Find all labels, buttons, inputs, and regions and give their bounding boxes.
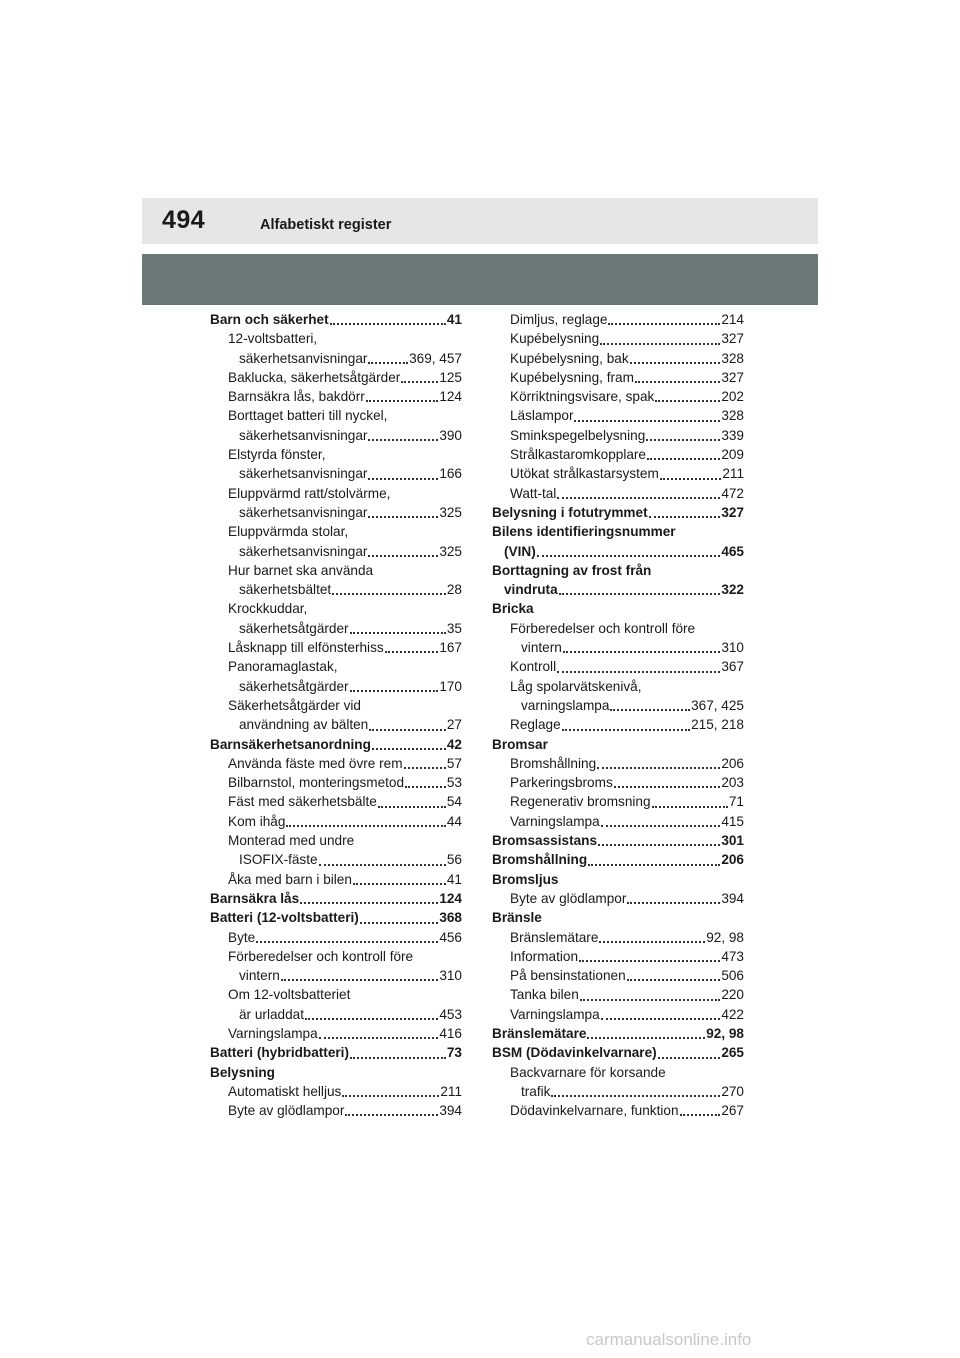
dot-leader [385,651,439,653]
index-term: Byte [228,929,256,945]
page-reference: 390 [439,427,462,443]
index-term: Kupébelysning, bak [510,350,629,366]
dot-leader [647,458,720,460]
page-reference: 73 [446,1045,462,1061]
index-entry [210,1082,462,1101]
index-subterm: Backvarnare för korsande [510,1064,666,1080]
dot-leader [353,883,446,885]
index-subterm: Låg spolarvätskenivå, [510,678,642,694]
dot-leader [610,709,690,711]
dot-leader [368,439,438,441]
index-term: säkerhetsanvisningar [239,350,368,366]
index-entry [210,464,462,483]
dot-leader [655,400,720,402]
index-subterm: Borttaget batteri till nyckel, [228,408,388,424]
dot-leader [600,343,720,345]
dot-leader [630,362,721,364]
index-entry [492,1024,744,1043]
dot-leader [588,864,720,866]
dot-leader [627,979,721,981]
index-term: Varningslampa [228,1025,318,1041]
page-reference: 211 [440,1083,462,1099]
index-subterm: Förberedelser och kontroll före [228,948,414,964]
index-entry [210,850,462,869]
index-term: Dimljus, reglage [510,312,608,327]
index-heading: Bromsar [492,736,548,752]
dot-leader [660,478,722,480]
dot-leader [350,690,439,692]
dot-leader [658,1057,721,1059]
index-term: säkerhetsanvisningar [239,504,368,520]
index-entry [492,387,744,406]
page-reference: 214 [721,312,744,327]
index-term: Körriktningsvisare, spak [510,389,655,405]
dot-leader [608,323,720,325]
index-term: säkerhetsåtgärder [239,620,349,636]
page-reference: 322 [721,582,744,598]
dot-leader [342,1095,439,1097]
index-entry [492,966,744,985]
page-reference: 325 [439,504,462,520]
dot-leader [598,844,720,846]
dot-leader [256,941,438,943]
index-entry [492,638,744,657]
index-term: är urladdat [239,1006,304,1022]
index-entry [210,1101,462,1120]
index-subterm: Förberedelser och kontroll före [510,620,696,636]
dot-leader [601,1018,721,1020]
page-reference: 394 [439,1103,462,1119]
index-term: Watt-tal [510,485,557,501]
page-reference: 473 [721,948,744,964]
page-reference: 339 [721,427,744,443]
index-term: Baklucka, säkerhetsåtgärder [228,369,401,385]
index-entry [492,426,744,445]
dot-leader [597,767,720,769]
index-entry [492,368,744,387]
index-entry [210,908,462,927]
index-entry [492,812,744,831]
page-reference: 456 [439,929,462,945]
page-reference: 422 [721,1006,744,1022]
index-entry [492,715,744,734]
index-entry [210,773,462,792]
index-term: varningslampa [521,697,610,713]
index-entry [210,889,462,908]
page-reference: 301 [721,833,744,849]
index-term: Varningslampa [510,1006,600,1022]
index-entry [492,542,744,561]
index-subterm: Hur barnet ska använda [228,562,374,578]
index-entry [210,426,462,445]
index-term: Regenerativ bromsning [510,794,651,810]
page-reference: 327 [721,369,744,385]
index-entry [492,889,744,908]
index-term: Bromsassistans [492,833,598,849]
index-term: Åka med barn i bilen [228,871,352,887]
index-entry [492,696,744,715]
page-reference: 56 [446,852,462,868]
dot-leader [562,729,690,731]
index-entry [210,619,462,638]
page-reference: 71 [728,794,744,810]
index-entry [492,1082,744,1101]
page-reference: 44 [446,813,462,829]
index-term: Automatiskt helljus [228,1083,342,1099]
dot-leader [587,1037,705,1039]
index-entry [210,638,462,657]
index-entry [492,484,744,503]
dot-leader [332,593,446,595]
dot-leader [404,767,446,769]
index-heading: Bricka [492,601,534,617]
index-term: säkerhetsanvisningar [239,466,368,482]
index-entry [210,580,462,599]
index-term: Kom ihåg [228,813,286,829]
dot-leader [537,555,721,557]
index-term: Bromshållning [492,852,588,868]
dot-leader [345,1114,438,1116]
index-term: Information [510,948,579,964]
page-reference: 42 [446,736,462,752]
page-reference: 209 [721,447,744,463]
page-reference: 368 [439,910,462,926]
index-term: BSM (Dödavinkelvarnare) [492,1045,657,1061]
page-reference: 54 [446,794,462,810]
index-subterm: Säkerhetsåtgärder vid [228,697,361,713]
dot-leader [574,420,720,422]
dot-leader [646,439,720,441]
index-term: Byte av glödlampor [510,890,627,906]
index-entry [210,387,462,406]
page-reference: 465 [721,543,744,559]
index-entry [210,966,462,985]
index-entry [492,580,744,599]
index-entry [492,657,744,676]
dot-leader [649,516,721,518]
index-term: trafik [521,1083,551,1099]
dot-leader [281,979,439,981]
page-reference: 92, 98 [706,1025,744,1041]
index-term: Kupébelysning [510,331,600,347]
index-term: Reglage [510,717,561,733]
page-reference: 415 [721,813,744,829]
index-entry [492,406,744,425]
index-subterm: Panoramaglastak, [228,659,338,675]
index-entry [492,928,744,947]
dot-leader [319,1037,439,1039]
dot-leader [599,941,705,943]
index-term: ISOFIX-fäste [239,852,318,868]
dot-leader [300,902,438,904]
index-entry [210,368,462,387]
page-reference: 265 [721,1045,744,1061]
page-reference: 394 [721,890,744,906]
dot-leader [305,1018,438,1020]
dot-leader [401,381,438,383]
index-term: Barn och säkerhet [210,312,329,327]
dot-leader [350,1057,446,1059]
index-entry [210,310,462,329]
page-reference: 35 [446,620,462,636]
dot-leader [652,806,728,808]
dot-leader [368,555,438,557]
dot-leader [319,864,446,866]
index-entry [210,677,462,696]
index-entry [492,1043,744,1062]
index-entry [210,503,462,522]
dot-leader [360,922,439,924]
page-reference: 53 [446,775,462,791]
index-term: Tanka bilen [510,987,579,1003]
dot-leader [579,960,720,962]
index-entry [210,812,462,831]
index-term: (VIN) [504,543,536,559]
index-entry [492,773,744,792]
index-term: Kupébelysning, fram [510,369,634,385]
dot-leader [368,362,408,364]
index-entry [210,792,462,811]
index-term: Barnsäkerhetsanordning [210,736,371,752]
index-entry [492,1005,744,1024]
index-term: användning av bälten [239,717,369,733]
index-entry [492,329,744,348]
page-reference: 267 [721,1103,744,1119]
index-term: säkerhetsanvisningar [239,427,368,443]
index-term: Dödavinkelvarnare, funktion [510,1103,679,1119]
dot-leader [366,400,439,402]
index-entry [492,464,744,483]
dot-leader [614,786,721,788]
index-subterm: Om 12-voltsbatteriet [228,987,351,1003]
watermark: carmanualsonline.info [586,1330,752,1349]
dot-leader [368,516,438,518]
dot-leader [368,478,438,480]
index-term: Kontroll [510,659,557,675]
index-column-right [492,310,744,1120]
index-entry [210,1005,462,1024]
index-entry [210,735,462,754]
page-reference: 124 [439,890,462,906]
dot-leader [635,381,720,383]
index-entry [210,1024,462,1043]
dot-leader [372,748,446,750]
index-term: Bilbarnstol, monteringsmetod [228,775,405,791]
index-term: säkerhetsanvisningar [239,543,368,559]
index-entry [210,542,462,561]
index-entry [492,1101,744,1120]
page-reference: 203 [721,775,744,791]
page-reference: 206 [721,852,744,868]
index-entry [210,870,462,889]
index-term: säkerhetsåtgärder [239,678,349,694]
index-heading: Belysning [210,1064,275,1080]
index-entry [492,792,744,811]
dot-leader [627,902,720,904]
dot-leader [350,632,446,634]
page-reference: 367, 425 [691,697,744,713]
page-reference: 211 [722,466,744,482]
index-entry [210,754,462,773]
page-reference: 325 [439,543,462,559]
index-term: Bränslemätare [510,929,599,945]
dot-leader [330,323,446,325]
index-entry [492,310,744,329]
index-term: Låsknapp till elfönsterhiss [228,640,384,656]
page-reference: 453 [439,1006,462,1022]
index-term: Byte av glödlampor [228,1103,345,1119]
index-subterm: 12-voltsbatteri, [228,331,318,347]
index-entry [492,349,744,368]
page-reference: 220 [721,987,744,1003]
page-reference: 215, 218 [691,717,744,733]
index-entry [210,928,462,947]
dot-leader [378,806,446,808]
page-reference: 310 [439,968,462,984]
index-entry [492,850,744,869]
index-entry [492,947,744,966]
index-heading: Borttagning av frost från [492,562,652,578]
index-term: Bränslemätare [492,1025,587,1041]
page-reference: 202 [721,389,744,405]
page-reference: 206 [721,755,744,771]
index-term: Barnsäkra lås [210,890,300,906]
index-heading: Bromsljus [492,871,559,887]
page-reference: 124 [439,389,462,405]
index-heading: Bränsle [492,910,542,926]
index-term: Batteri (hybridbatteri) [210,1045,349,1061]
page-reference: 327 [721,504,744,520]
index-heading: Bilens identifieringsnummer [492,524,676,540]
page-reference: 328 [721,350,744,366]
dot-leader [580,999,721,1001]
dot-leader [557,671,720,673]
index-term: Parkeringsbroms [510,775,613,791]
page-reference: 92, 98 [706,929,744,945]
index-term: Läslampor [510,408,574,424]
index-entry [210,349,462,368]
page-reference: 506 [721,968,744,984]
page-reference: 472 [721,485,744,501]
index-term: vintern [239,968,280,984]
dot-leader [559,593,721,595]
index-term: Batteri (12-voltsbatteri) [210,910,359,926]
page-reference: 170 [439,678,462,694]
index-subterm: Elstyrda fönster, [228,447,326,463]
dot-leader [551,1095,720,1097]
page-number: 494 [162,206,206,234]
index-subterm: Monterad med undre [228,833,355,849]
index-term: Använda fäste med övre rem [228,755,403,771]
index-term: Bromshållning [510,755,597,771]
index-entry [210,715,462,734]
dot-leader [563,651,721,653]
page-reference: 270 [721,1083,744,1099]
section-title: Alfabetiskt register [260,217,392,233]
dot-leader [601,825,721,827]
index-entry [492,985,744,1004]
page-reference: 57 [446,755,462,771]
index-term: vintern [521,640,562,656]
page-reference: 167 [439,640,462,656]
index-term: Strålkastaromkopplare [510,447,646,463]
page-reference: 27 [446,717,462,733]
header-band [142,254,818,305]
index-term: Fäst med säkerhetsbälte [228,794,377,810]
page-reference: 328 [721,408,744,424]
index-subterm: Krockkuddar, [228,601,308,617]
index-term: På bensinstationen [510,968,626,984]
index-entry [492,445,744,464]
page-reference: 28 [446,582,462,598]
index-term: Utökat strålkastarsystem [510,466,659,482]
page-reference: 125 [439,369,462,385]
page-reference: 166 [439,466,462,482]
page-reference: 41 [446,312,462,327]
index-entry [492,503,744,522]
dot-leader [680,1114,721,1116]
page-reference: 310 [721,640,744,656]
index-subterm: Eluppvärmda stolar, [228,524,349,540]
index-entry [492,831,744,850]
page-reference: 367 [721,659,744,675]
index-term: vindruta [504,582,558,598]
index-term: Sminkspegelbelysning [510,427,646,443]
page-header [142,198,818,244]
dot-leader [286,825,445,827]
index-subterm: Eluppvärmd ratt/stolvärme, [228,485,391,501]
page-reference: 369, 457 [409,350,462,366]
index-term: Belysning i fotutrymmet [492,504,648,520]
index-column-left [210,310,462,1120]
page-reference: 41 [446,871,462,887]
index-term: säkerhetsbältet [239,582,332,598]
dot-leader [557,497,720,499]
dot-leader [369,729,446,731]
index-entry [492,754,744,773]
index-term: Barnsäkra lås, bakdörr [228,389,365,405]
page-reference: 416 [439,1025,462,1041]
index-entry [210,1043,462,1062]
index-term: Varningslampa [510,813,600,829]
page-reference: 327 [721,331,744,347]
dot-leader [405,786,446,788]
